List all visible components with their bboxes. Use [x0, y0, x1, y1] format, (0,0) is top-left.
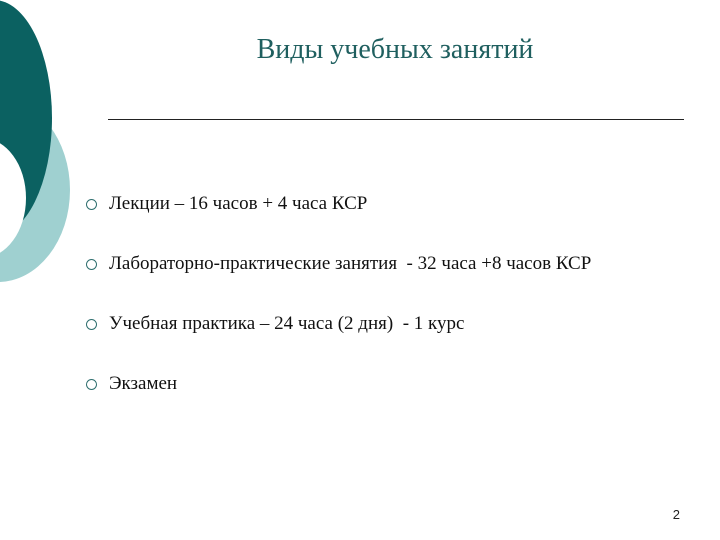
- list-item-text: Учебная практика – 24 часа (2 дня) - 1 курс: [109, 313, 465, 334]
- list-item-text: Экзамен: [109, 373, 178, 394]
- list-item-text: Лабораторно-практические занятия - 32 часа +8 часов КСР: [109, 253, 592, 274]
- list-item: [86, 372, 591, 432]
- decorative-circles: [0, 0, 80, 300]
- hollow-circle-icon: [86, 319, 97, 330]
- list-item: [86, 312, 591, 372]
- hollow-circle-icon: [86, 199, 97, 210]
- list-item: [86, 192, 591, 252]
- list-item: [86, 252, 591, 312]
- page-number: 2: [672, 507, 680, 522]
- title-divider: [108, 119, 684, 120]
- list-item-text: Лекции – 16 часов + 4 часа КСР: [109, 193, 368, 214]
- bullet-list: [86, 192, 591, 432]
- hollow-circle-icon: [86, 259, 97, 270]
- slide-title: Виды учебных занятий: [256, 34, 534, 65]
- hollow-circle-icon: [86, 379, 97, 390]
